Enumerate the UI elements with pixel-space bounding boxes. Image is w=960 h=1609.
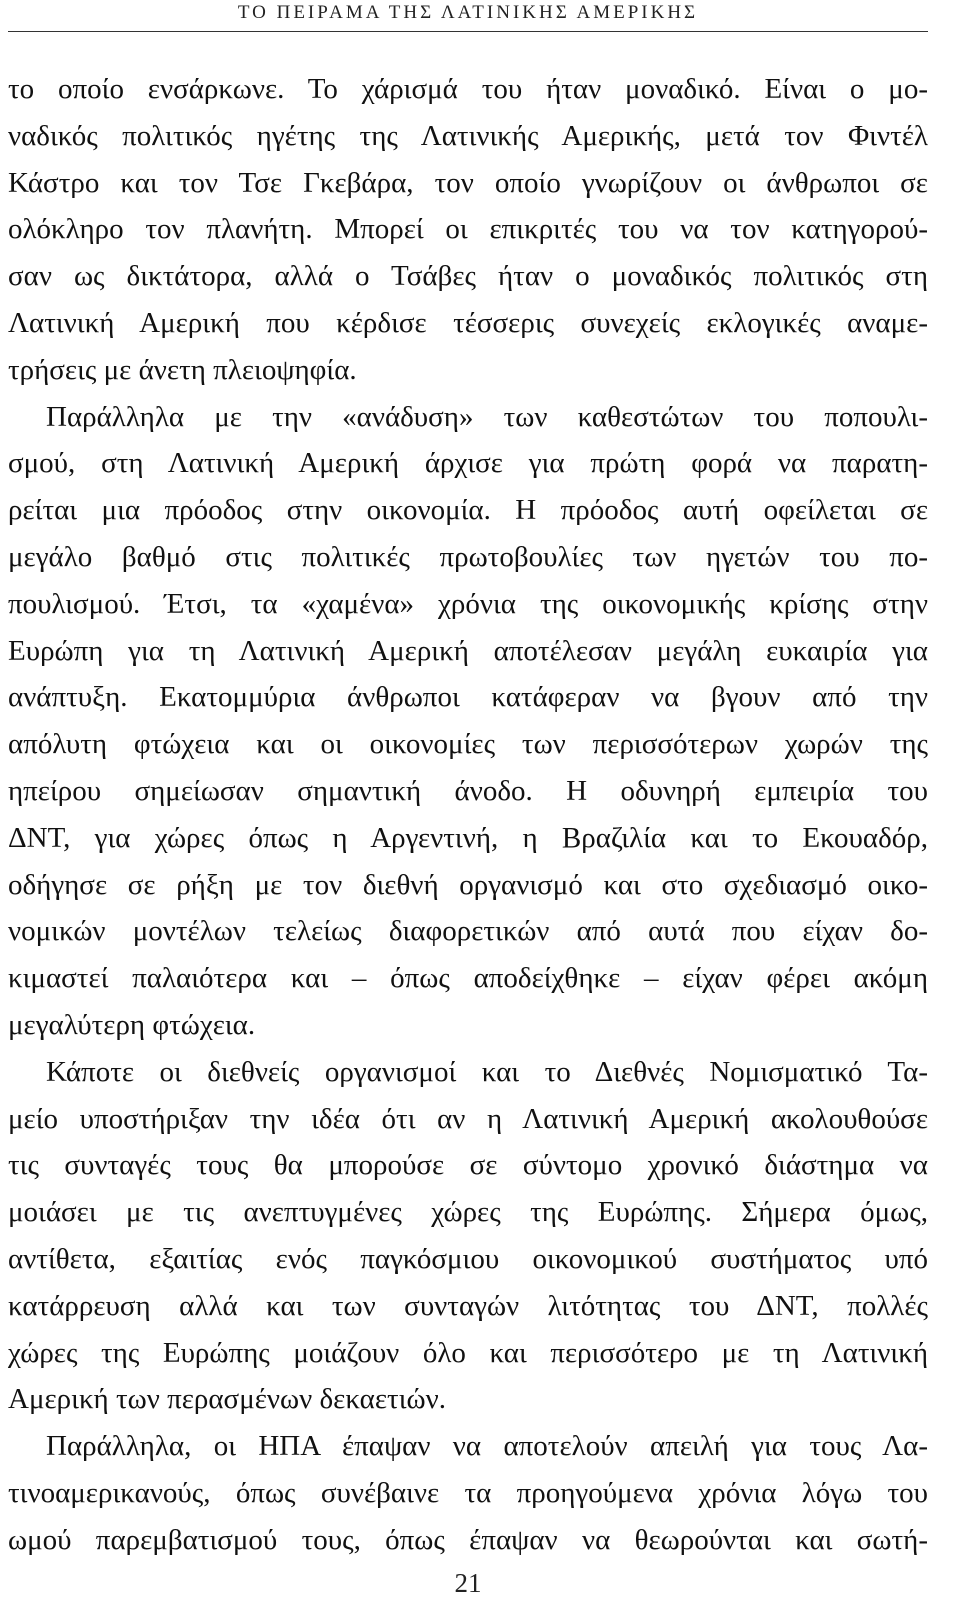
text-line: τρήσεις με άνετη πλειοψηφία.	[8, 353, 357, 386]
body-text	[8, 66, 928, 1564]
text-line: Κάστρο και τον Τσε Γκεβάρα, τον οποίο γνωρίζουν οι άνθρωποι σε	[8, 166, 928, 199]
text-line: ναδικός πολιτικός ηγέτης της Λατινικής Αμερικής, μετά τον Φιντέλ	[8, 119, 928, 152]
text-line: ΔΝΤ, για χώρες όπως η Αργεντινή, η Βραζιλία και το Εκουαδόρ,	[8, 821, 928, 854]
text-line: Λατινική Αμερική που κέρδισε τέσσερις συνεχείς εκλογικές αναμε-	[8, 306, 928, 339]
text-line: Παράλληλα με την «ανάδυση» των καθεστώτων του ποπουλι-	[46, 400, 928, 433]
text-line: τις συνταγές τους θα μπορούσε σε σύντομο χρονικό διάστημα να	[8, 1149, 928, 1182]
text-line: αντίθετα, εξαιτίας ενός παγκόσμιου οικονομικού συστήματος υπό	[8, 1242, 928, 1275]
text-line: νομικών μοντέλων τελείως διαφορετικών από αυτά που είχαν δο-	[8, 915, 928, 948]
text-line: σαν ως δικτάτορα, αλλά ο Τσάβες ήταν ο μοναδικός πολιτικός στη	[8, 260, 928, 293]
text-line: το οποίο ενσάρκωνε. Το χάρισμά του ήταν μοναδικό. Είναι ο μο-	[8, 73, 928, 105]
text-line: χώρες της Ευρώπης μοιάζουν όλο και περισσότερο με τη Λατινική	[8, 1336, 928, 1369]
text-line: μείο υποστήριξαν την ιδέα ότι αν η Λατινική Αμερική ακολουθούσε	[8, 1102, 928, 1135]
text-line: μεγαλύτερη φτώχεια.	[8, 1008, 256, 1041]
text-line: απόλυτη φτώχεια και οι οικονομίες των περισσότερων χωρών της	[8, 728, 928, 761]
text-line: ρείται μια πρόοδος στην οικονομία. Η πρόοδος αυτή οφείλεται σε	[8, 494, 928, 527]
running-head: ΤΟ ΠΕΙΡΑΜΑ ΤΗΣ ΛΑΤΙΝΙΚΗΣ ΑΜΕΡΙΚΗΣ	[237, 2, 699, 23]
page-number: 21	[454, 1568, 482, 1598]
text-line: οδήγησε σε ρήξη με τον διεθνή οργανισμό και στο σχεδιασμό οικο-	[8, 868, 928, 901]
text-line: ανάπτυξη. Εκατομμύρια άνθρωποι κατάφεραν να βγουν από την	[8, 681, 928, 714]
text-line: Αμερική των περασμένων δεκαετιών.	[8, 1383, 446, 1416]
text-line: Κάποτε οι διεθνείς οργανισμοί και το Διεθνές Νομισματικό Τα-	[46, 1055, 928, 1088]
text-line: σμού, στη Λατινική Αμερική άρχισε για πρώτη φορά να παρατη-	[8, 447, 928, 480]
text-line: μοιάσει με τις ανεπτυγμένες χώρες της Ευρώπης. Σήμερα όμως,	[8, 1196, 928, 1229]
text-line: ηπείρου σημείωσαν σημαντική άνοδο. Η οδυνηρή εμπειρία του	[8, 774, 928, 807]
book-page	[8, 0, 928, 1609]
text-line: μεγάλο βαθμό στις πολιτικές πρωτοβουλίες των ηγετών του πο-	[8, 540, 928, 573]
text-line: πουλισμού. Έτσι, τα «χαμένα» χρόνια της οικονομικής κρίσης στην	[8, 587, 928, 620]
text-line: κιμαστεί παλαιότερα και – όπως αποδείχθηκε – είχαν φέρει ακόμη	[8, 962, 928, 995]
text-line: Παράλληλα, οι ΗΠΑ έπαψαν να αποτελούν απειλή για τους Λα-	[46, 1430, 928, 1463]
text-line: τινοαμερικανούς, όπως συνέβαινε τα προηγούμενα χρόνια λόγω του	[8, 1476, 928, 1509]
header-divider	[8, 31, 928, 32]
text-line: Ευρώπη για τη Λατινική Αμερική αποτέλεσαν μεγάλη ευκαιρία για	[8, 634, 928, 667]
text-line: κατάρρευση αλλά και των συνταγών λιτότητας του ΔΝΤ, πολλές	[8, 1289, 928, 1322]
text-line: ολόκληρο τον πλανήτη. Μπορεί οι επικριτές του να τον κατηγορού-	[8, 213, 928, 246]
text-line: ωμού παρεμβατισμού τους, όπως έπαψαν να θεωρούνται και σωτή-	[8, 1523, 928, 1556]
